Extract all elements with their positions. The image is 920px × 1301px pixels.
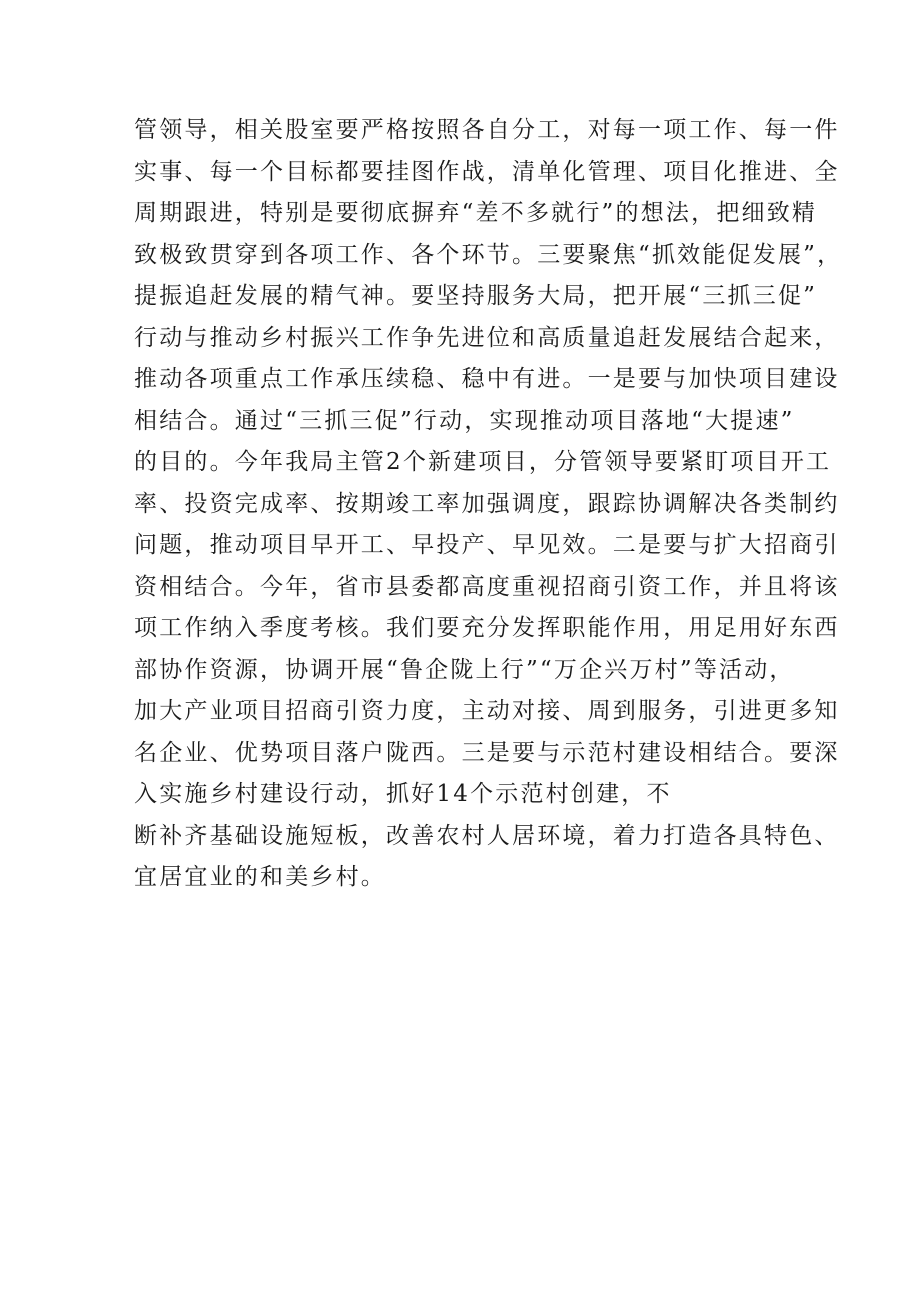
text-line: 管领导，相关股室要严格按照各自分工，对每一项工作、每一件 [134,117,840,143]
text-line: 项工作纳入季度考核。我们要充分发挥职能作用，用足用好东西 [134,615,840,641]
body-paragraph [134,110,843,899]
text-line: 部协作资源，协调开展“鲁企陇上行”“万企兴万村”等活动， [134,656,795,683]
text-line: 推动各项重点工作承压续稳、稳中有进。一是要与加快项目建设 [134,366,840,392]
text-line: 相结合。通过“三抓三促”行动，实现推动项目落地“大提速” [134,407,795,434]
text-line: 提振追赶发展的精气神。要坚持服务大局，把开展“三抓三促” [134,283,818,309]
text-line: 的目的。今年我局主管2个新建项目，分管领导要紧盯项目开工 [134,449,832,475]
text-line: 行动与推动乡村振兴工作争先进位和高质量追赶发展结合起来， [134,324,840,351]
text-line: 加大产业项目招商引资力度，主动对接、周到服务，引进更多知 [134,698,840,724]
text-line: 断补齐基础设施短板，改善农村人居环境，着力打造各具特色、 [134,822,840,849]
text-line: 入实施乡村建设行动，抓好14个示范村创建，不 [134,781,672,807]
text-line: 率、投资完成率、按期竣工率加强调度，跟踪协调解决各类制约 [134,490,840,517]
text-line: 实事、每一个目标都要挂图作战，清单化管理、项目化推进、全 [134,158,840,185]
text-line: 资相结合。今年，省市县委都高度重视招商引资工作，并且将该 [134,573,840,600]
text-line: 周期跟进，特别是要彻底摒弃“差不多就行”的想法，把细致精 [134,200,818,226]
text-line: 致极致贯穿到各项工作、各个环节。三要聚焦“抓效能促发展”， [134,241,843,268]
text-line: 问题，推动项目早开工、早投产、早见效。二是要与扩大招商引 [134,532,840,558]
text-line: 宜居宜业的和美乡村。 [134,864,386,890]
text-line: 名企业、优势项目落户陇西。三是要与示范村建设相结合。要深 [134,739,840,766]
